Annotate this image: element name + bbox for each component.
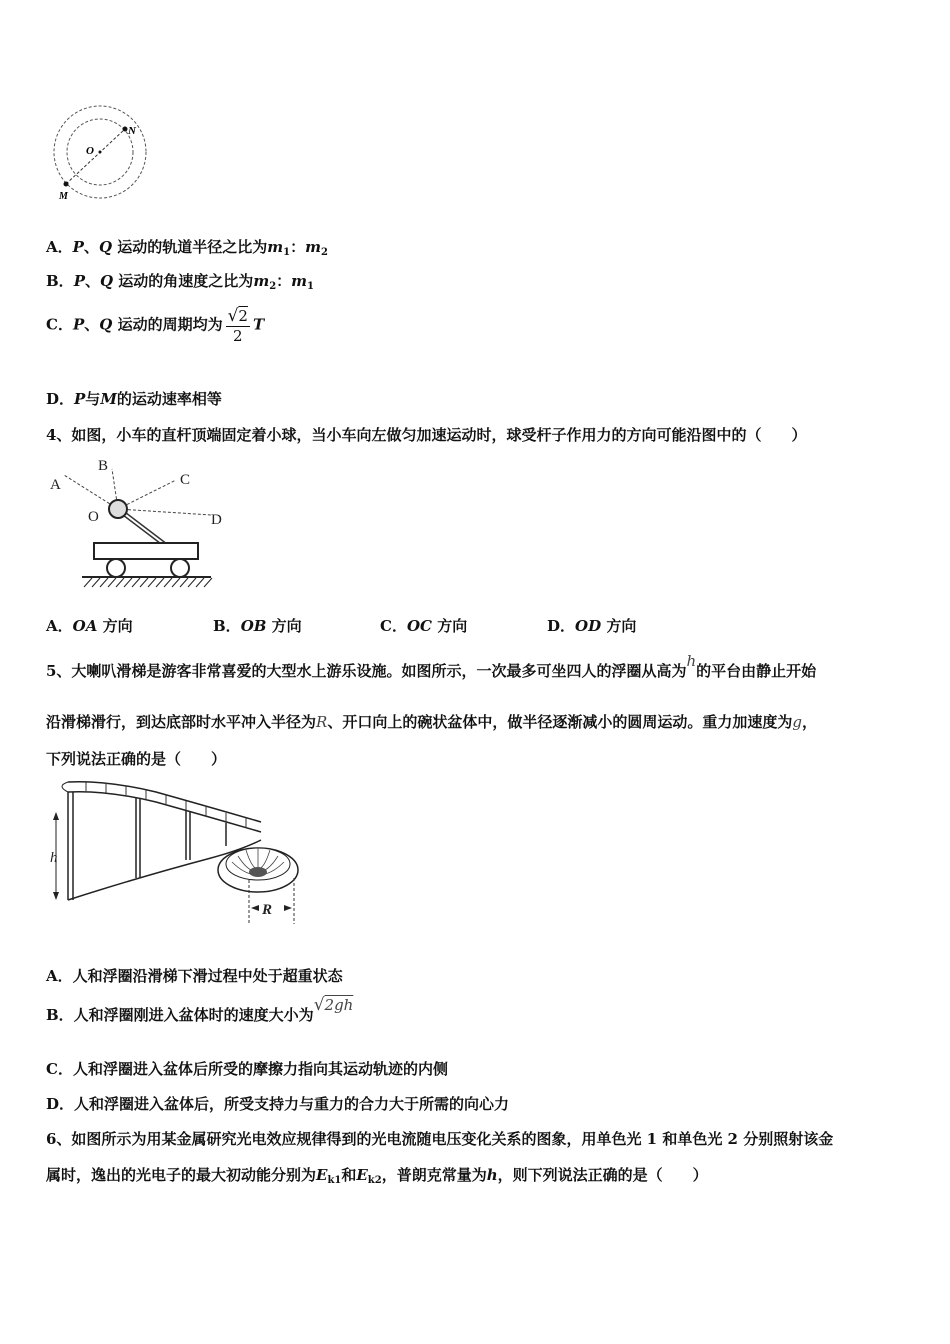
- q4-options: [46, 615, 714, 636]
- label-M: M: [59, 191, 68, 202]
- q3-option-d: D．P与M的运动速率相等: [46, 390, 222, 408]
- cart-body: [94, 543, 198, 559]
- q4-option-a: A．OA 方向: [46, 617, 133, 635]
- q3-option-c: C．P、Q 运动的周期均为 $\frac{√2}{2}$ T: [46, 306, 265, 345]
- label-O: O: [88, 509, 99, 525]
- q4-option-d: D．OD 方向: [547, 617, 637, 635]
- q5-option-c: C．人和浮圈进入盆体后所受的摩擦力指向其运动轨迹的内侧: [46, 1060, 448, 1078]
- label-C: C: [180, 472, 191, 488]
- label-A: A: [50, 477, 61, 493]
- q4-option-c: C．OC 方向: [380, 617, 468, 635]
- label-h: h: [50, 850, 58, 866]
- q5-option-b: B．人和浮圈刚进入盆体时的速度大小为√2gh: [46, 995, 354, 1024]
- q3-option-a: A．P、Q 运动的轨道半径之比为$m_1$：$m_2$: [46, 238, 328, 258]
- label-N: N: [128, 125, 136, 137]
- q3-option-b: B．P、Q 运动的角速度之比为$m_2$：$m_1$: [46, 272, 315, 292]
- point-M: [64, 182, 69, 187]
- label-D: D: [211, 512, 222, 528]
- q5-option-a: A．人和浮圈沿滑梯下滑过程中处于超重状态: [46, 967, 343, 985]
- label-O: O: [86, 145, 94, 157]
- point-O: [99, 151, 102, 154]
- q6-stem-line1: 6、如图所示为用某金属研究光电效应规律得到的光电流随电压变化关系的图象，用单色光 1 和单色光 2 分别照射该金: [46, 1130, 834, 1148]
- q6-stem-line2: 属时，逸出的光电子的最大初动能分别为$E_{k1}$和$E_{k2}$，普朗克常量为h，则下列说法正确的是（ ）: [46, 1166, 708, 1186]
- q5-stem-line3: 下列说法正确的是（ ）: [46, 750, 227, 768]
- label-B: B: [98, 458, 109, 474]
- q4-stem: 4、如图，小车的直杆顶端固定着小球，当小车向左做匀加速运动时，球受杆子作用力的方向可能沿图中的（ ）: [46, 426, 807, 444]
- q4-option-b: B．OB 方向: [213, 617, 302, 635]
- fraction-sqrt2-over-2: $\frac{√2}{2}$: [227, 306, 248, 345]
- ball: [109, 500, 127, 518]
- wheel-left: [107, 559, 125, 577]
- label-R: R: [262, 902, 273, 918]
- orbit-figure: [48, 100, 158, 210]
- q5-stem-line1: 5、大喇叭滑梯是游客非常喜爱的大型水上游乐设施。如图所示，一次最多可坐四人的浮圈从高为h的平台由静止开始: [46, 652, 817, 680]
- cart-figure: [46, 455, 236, 595]
- slide-figure: [46, 778, 306, 928]
- q5-stem-line2: 沿滑梯滑行，到达底部时水平冲入半径为R、开口向上的碗状盆体中，做半径逐渐减小的圆周运动。重力加速度为g，: [46, 713, 817, 731]
- q5-option-d: D．人和浮圈进入盆体后，所受支持力与重力的合力大于所需的向心力: [46, 1095, 510, 1113]
- wheel-right: [171, 559, 189, 577]
- point-N: [123, 127, 128, 132]
